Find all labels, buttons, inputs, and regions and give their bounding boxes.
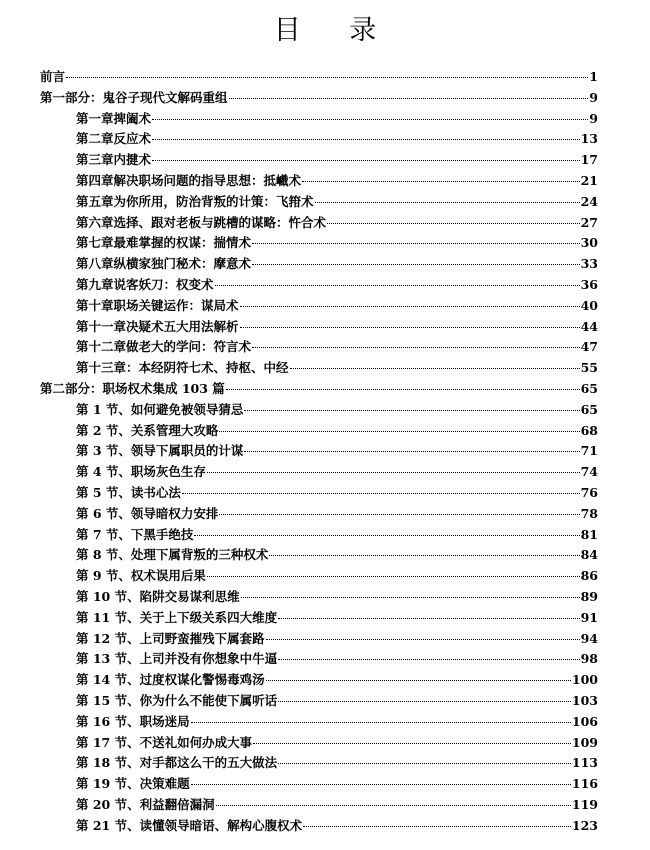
dot-leader — [302, 181, 580, 182]
toc-entry-label: 第二部分：职场权术集成 103 篇 — [40, 380, 225, 396]
toc-entry[interactable] — [40, 275, 598, 296]
dot-leader — [327, 223, 580, 224]
dot-leader — [226, 389, 580, 390]
toc-entry-label: 第 4 节、职场灰色生存 — [76, 464, 206, 480]
dot-leader — [191, 722, 571, 723]
toc-entry-page-number: 74 — [580, 464, 598, 480]
toc-entry[interactable] — [40, 649, 598, 670]
toc-entry-page-number: 116 — [571, 776, 598, 792]
toc-entry[interactable] — [40, 296, 598, 317]
toc-entry[interactable] — [40, 566, 598, 587]
dot-leader — [244, 451, 579, 452]
toc-entry-page-number: 65 — [580, 380, 598, 396]
dot-leader — [266, 639, 580, 640]
toc-entry[interactable] — [40, 109, 598, 130]
toc-entry-page-number: 103 — [571, 692, 598, 708]
toc-entry-label: 第 5 节、读书心法 — [76, 484, 181, 500]
toc-entry-page-number: 71 — [580, 443, 598, 459]
toc-entry-label: 第九章说客妖刀：权变术 — [76, 276, 214, 292]
toc-entry-page-number: 94 — [580, 630, 598, 646]
toc-entry-page-number: 84 — [580, 547, 598, 563]
toc-entry-page-number: 113 — [571, 755, 598, 771]
toc-entry-label: 第一章捭阖术 — [76, 110, 152, 126]
dot-leader — [244, 410, 579, 411]
toc-entry-label: 第六章选择、跟对老板与跳槽的谋略：忤合术 — [76, 214, 327, 230]
toc-entry-label: 第 18 节、对手都这么干的五大做法 — [76, 755, 278, 771]
toc-entry-label: 第 17 节、不送礼如何办成大事 — [76, 734, 253, 750]
toc-entry-page-number: 98 — [580, 651, 598, 667]
toc-entry[interactable] — [40, 504, 598, 525]
toc-entry-label: 第十一章决疑术五大用法解析 — [76, 318, 239, 334]
toc-entry[interactable] — [40, 254, 598, 275]
toc-entry-label: 第八章纵横家独门秘术：摩意术 — [76, 256, 252, 272]
table-of-contents — [40, 67, 598, 836]
toc-entry-page-number: 13 — [580, 131, 598, 147]
dot-leader — [207, 472, 580, 473]
toc-entry-label: 第 13 节、上司并没有你想象中牛逼 — [76, 651, 278, 667]
dot-leader — [253, 743, 571, 744]
toc-entry[interactable] — [40, 400, 598, 421]
dot-leader — [252, 347, 580, 348]
toc-entry-label: 第 8 节、处理下属背叛的三种权术 — [76, 547, 269, 563]
toc-entry-page-number: 100 — [571, 672, 598, 688]
toc-entry[interactable] — [40, 129, 598, 150]
toc-entry[interactable] — [40, 421, 598, 442]
toc-entry[interactable] — [40, 712, 598, 733]
dot-leader — [182, 493, 580, 494]
toc-entry-page-number: 55 — [580, 360, 598, 376]
toc-entry-label: 第二章反应术 — [76, 131, 152, 147]
dot-leader — [152, 160, 580, 161]
dot-leader — [278, 763, 571, 764]
toc-entry[interactable] — [40, 691, 598, 712]
toc-entry[interactable] — [40, 213, 598, 234]
toc-entry[interactable] — [40, 233, 598, 254]
toc-entry[interactable] — [40, 462, 598, 483]
toc-entry[interactable] — [40, 317, 598, 338]
toc-entry-label: 第 1 节、如何避免被领导猜忌 — [76, 401, 244, 417]
toc-entry[interactable] — [40, 629, 598, 650]
toc-entry-label: 第五章为你所用，防治背叛的计策：飞箝术 — [76, 193, 314, 209]
toc-entry-page-number: 30 — [580, 235, 598, 251]
toc-entry[interactable] — [40, 774, 598, 795]
dot-leader — [241, 597, 580, 598]
toc-entry-page-number: 24 — [580, 193, 598, 209]
toc-entry[interactable] — [40, 733, 598, 754]
toc-entry[interactable] — [40, 171, 598, 192]
toc-entry-label: 第七章最难掌握的权谋：揣情术 — [76, 235, 252, 251]
dot-leader — [152, 119, 588, 120]
toc-entry-label: 第 16 节、职场迷局 — [76, 713, 190, 729]
dot-leader — [216, 805, 571, 806]
dot-leader — [229, 98, 589, 99]
toc-entry-label: 第 11 节、关于上下级关系四大维度 — [76, 609, 278, 625]
dot-leader — [66, 77, 588, 78]
toc-entry-page-number: 33 — [580, 256, 598, 272]
dot-leader — [194, 535, 579, 536]
toc-entry-label: 第三章内揵术 — [76, 152, 152, 168]
toc-entry[interactable] — [40, 483, 598, 504]
toc-entry-page-number: 9 — [589, 89, 598, 105]
toc-entry-label: 第 19 节、决策难题 — [76, 776, 190, 792]
toc-entry-page-number: 86 — [580, 568, 598, 584]
toc-entry-page-number: 9 — [589, 110, 598, 126]
dot-leader — [252, 264, 580, 265]
toc-entry[interactable] — [40, 608, 598, 629]
dot-leader — [290, 368, 580, 369]
toc-entry-page-number: 76 — [580, 484, 598, 500]
toc-entry[interactable] — [40, 816, 598, 837]
toc-entry-page-number: 17 — [580, 152, 598, 168]
toc-entry[interactable] — [40, 358, 598, 379]
dot-leader — [266, 680, 571, 681]
dot-leader — [191, 784, 571, 785]
dot-leader — [278, 659, 579, 660]
toc-entry[interactable] — [40, 670, 598, 691]
toc-entry-page-number: 106 — [571, 713, 598, 729]
toc-entry-page-number: 44 — [580, 318, 598, 334]
toc-entry[interactable] — [40, 795, 598, 816]
toc-entry-label: 第 6 节、领导暗权力安排 — [76, 505, 219, 521]
dot-leader — [252, 243, 580, 244]
toc-entry-label: 第 20 节、利益翻倍漏洞 — [76, 796, 215, 812]
toc-entry-label: 第 2 节、关系管理大攻略 — [76, 422, 219, 438]
dot-leader — [269, 555, 579, 556]
toc-entry-page-number: 91 — [580, 609, 598, 625]
toc-entry-label: 第 9 节、权术误用后果 — [76, 568, 206, 584]
toc-entry[interactable] — [40, 67, 598, 88]
toc-entry-label: 第 3 节、领导下属职员的计谋 — [76, 443, 244, 459]
toc-entry-label: 第 21 节、读懂领导暗语、解构心腹权术 — [76, 817, 303, 833]
dot-leader — [207, 576, 580, 577]
dot-leader — [152, 139, 580, 140]
toc-entry-page-number: 1 — [589, 69, 598, 84]
dot-leader — [219, 514, 579, 515]
page-title: 目 录 — [273, 15, 397, 46]
toc-entry[interactable] — [40, 525, 598, 546]
toc-entry-label: 前言 — [40, 69, 66, 84]
toc-entry-page-number: 109 — [571, 734, 598, 750]
toc-entry-label: 第十章职场关键运作：谋局术 — [76, 297, 239, 313]
toc-entry[interactable] — [40, 150, 598, 171]
dot-leader — [278, 701, 571, 702]
toc-entry[interactable] — [40, 379, 598, 400]
toc-entry[interactable] — [40, 587, 598, 608]
dot-leader — [240, 327, 580, 328]
toc-entry-page-number: 68 — [580, 422, 598, 438]
dot-leader — [240, 306, 580, 307]
toc-entry-label: 第十二章做老大的学问：符言术 — [76, 339, 252, 355]
toc-entry-page-number: 47 — [580, 339, 598, 355]
toc-entry-label: 第 7 节、下黑手绝技 — [76, 526, 194, 542]
toc-entry[interactable] — [40, 441, 598, 462]
toc-entry-label: 第十三章：本经阴符七术、持枢、中经 — [76, 360, 289, 376]
dot-leader — [278, 618, 579, 619]
toc-entry-page-number: 81 — [580, 526, 598, 542]
dot-leader — [315, 202, 580, 203]
toc-entry-label: 第一部分：鬼谷子现代文解码重组 — [40, 89, 228, 105]
toc-entry-page-number: 21 — [580, 172, 598, 188]
toc-entry-page-number: 65 — [580, 401, 598, 417]
toc-entry-page-number: 40 — [580, 297, 598, 313]
dot-leader — [219, 431, 579, 432]
dot-leader — [215, 285, 580, 286]
toc-entry[interactable] — [40, 88, 598, 109]
toc-entry[interactable] — [40, 337, 598, 358]
toc-entry-label: 第 10 节、陷阱交易谋利思维 — [76, 588, 240, 604]
toc-entry[interactable] — [40, 545, 598, 566]
toc-entry-page-number: 89 — [580, 588, 598, 604]
toc-entry-page-number: 123 — [571, 817, 598, 833]
toc-entry-page-number: 27 — [580, 214, 598, 230]
toc-entry-page-number: 78 — [580, 505, 598, 521]
toc-entry-page-number: 36 — [580, 276, 598, 292]
toc-entry-label: 第四章解决职场问题的指导思想：抵巇术 — [76, 172, 302, 188]
toc-entry-page-number: 119 — [571, 796, 598, 812]
toc-entry-label: 第 14 节、过度权谋化警惕毒鸡汤 — [76, 672, 265, 688]
toc-entry[interactable] — [40, 192, 598, 213]
toc-entry-label: 第 15 节、你为什么不能使下属听话 — [76, 692, 278, 708]
toc-entry-label: 第 12 节、上司野蛮摧残下属套路 — [76, 630, 265, 646]
toc-entry[interactable] — [40, 753, 598, 774]
dot-leader — [303, 826, 571, 827]
